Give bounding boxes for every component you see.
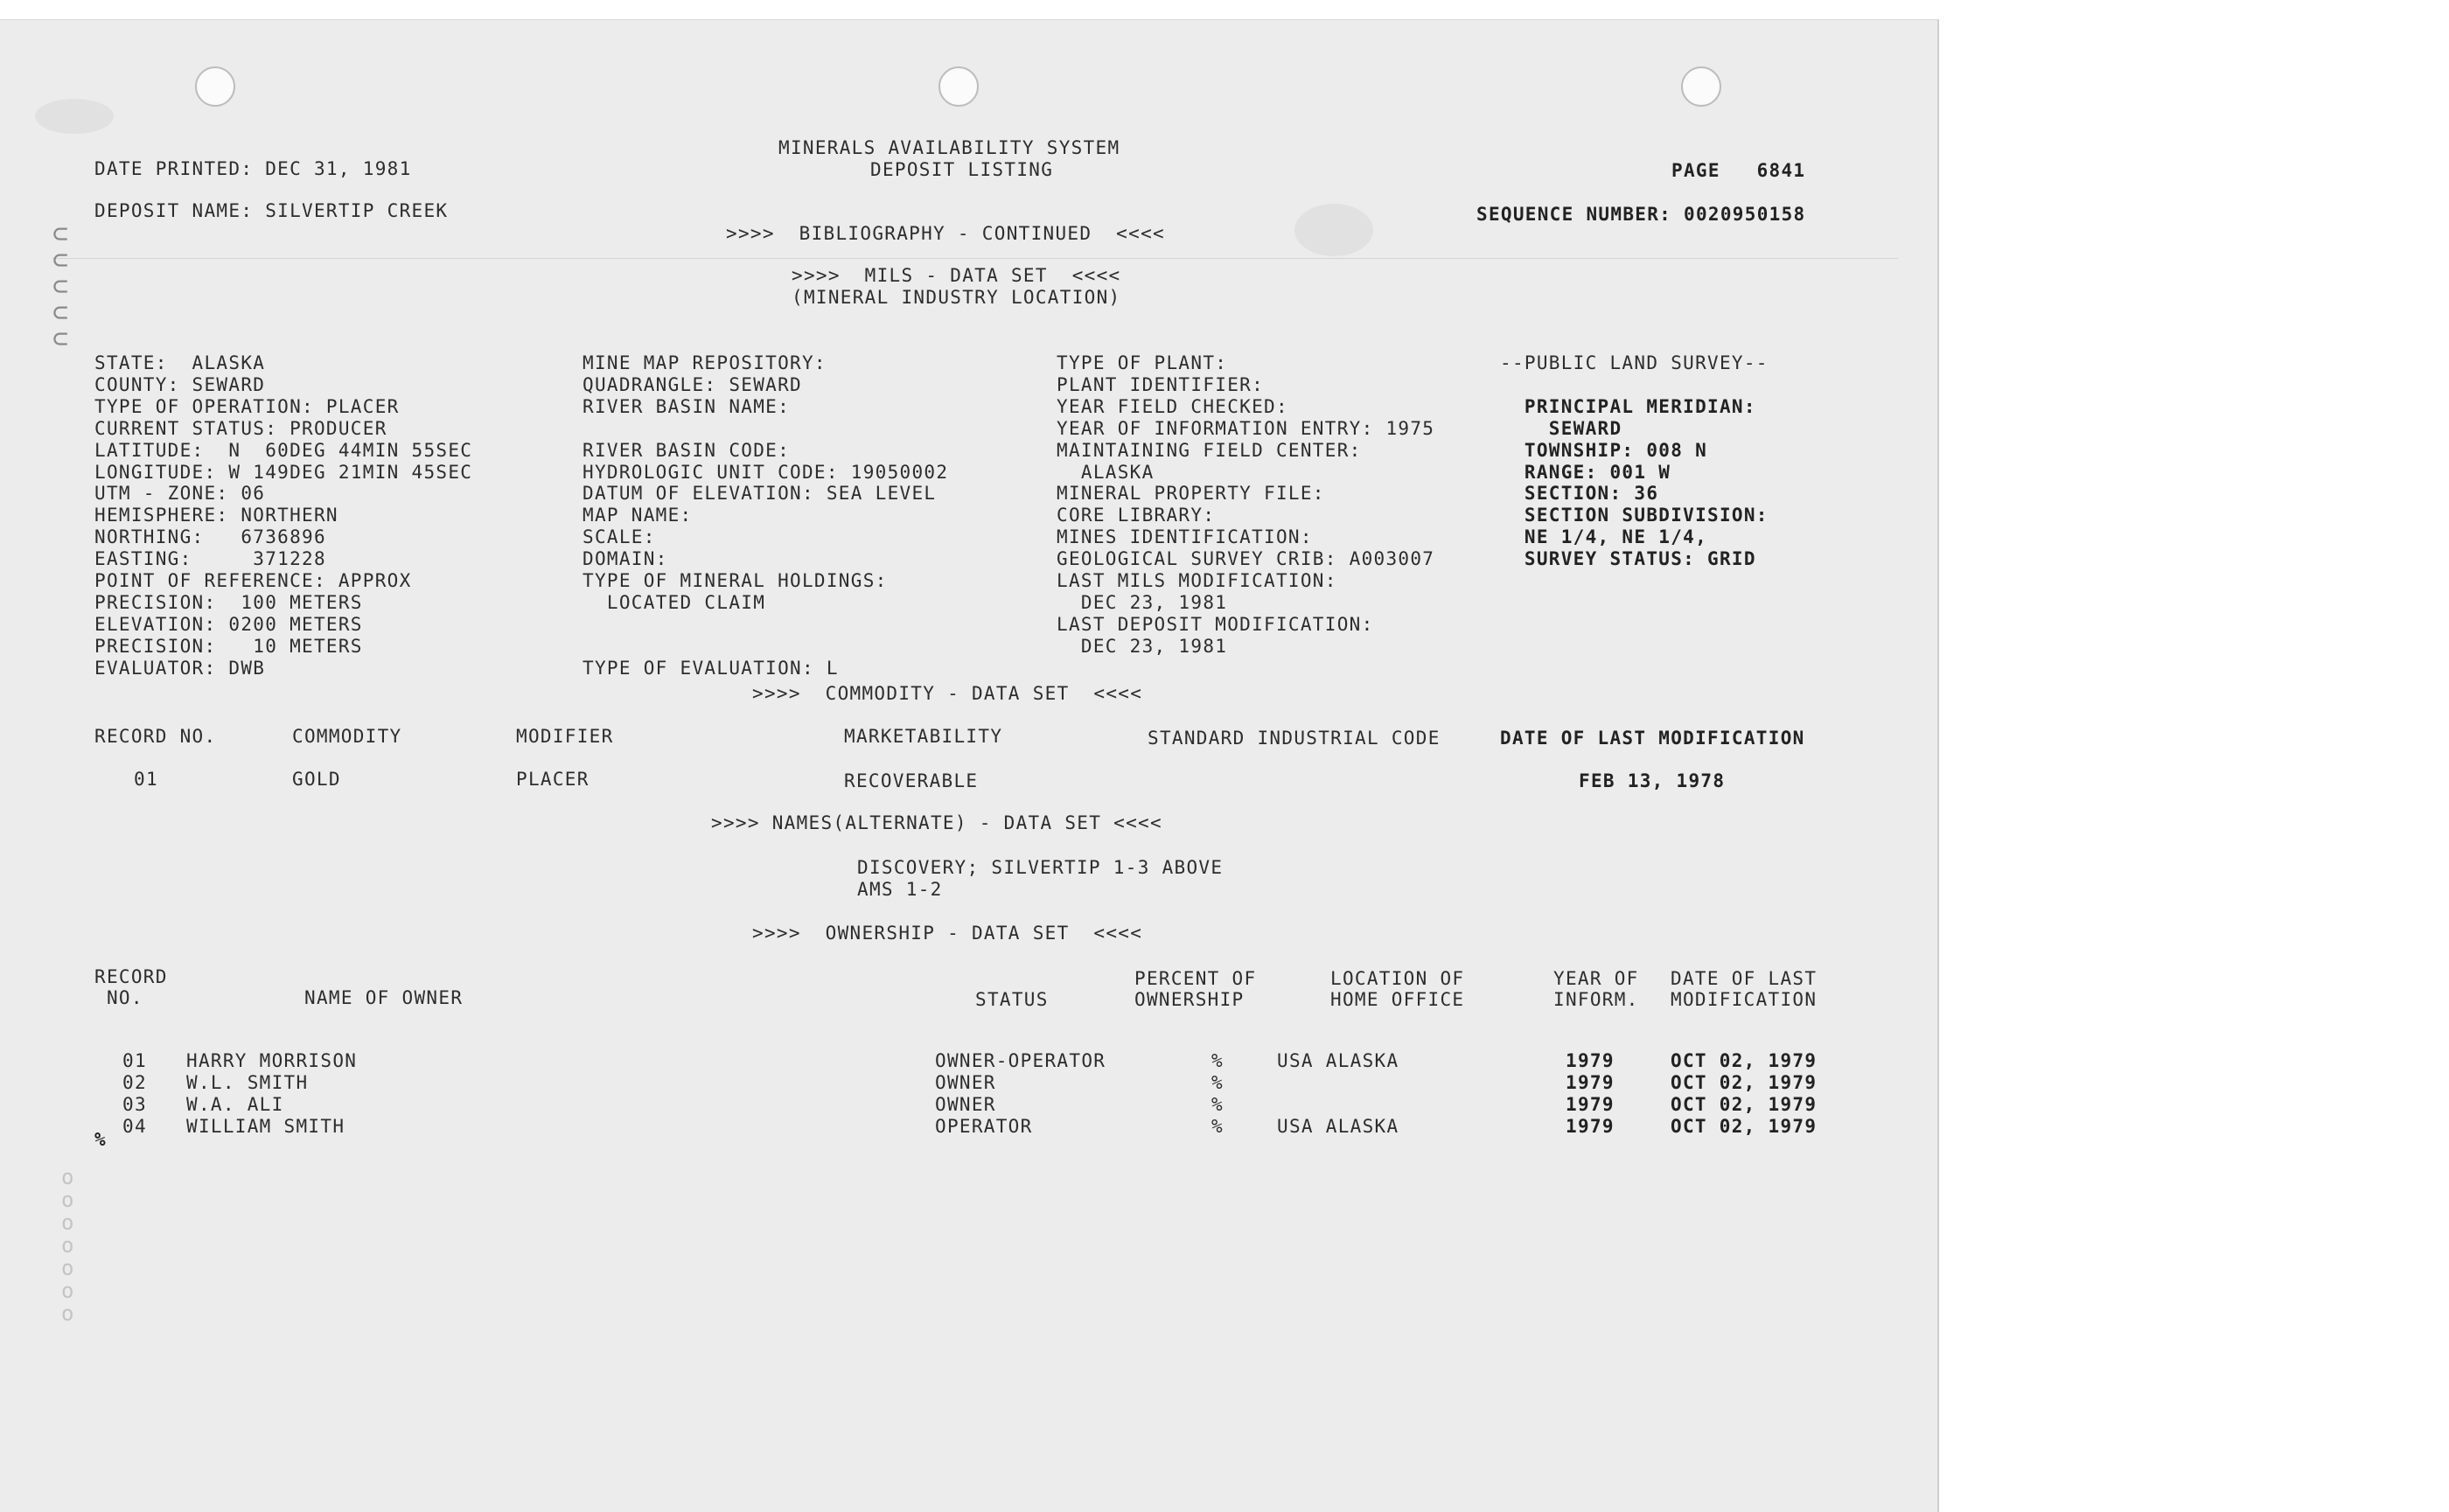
commodity-name: GOLD [292, 769, 341, 790]
mils-field: TYPE OF EVALUATION: L [583, 657, 839, 679]
mils-field: RIVER BASIN NAME: [583, 395, 791, 417]
owner-status: OWNER [935, 1072, 996, 1093]
owner-record: 03 [122, 1094, 147, 1115]
owner-percent: % [1211, 1116, 1224, 1137]
mils-field: PRECISION: 10 METERS [94, 635, 363, 657]
mils-field: POINT OF REFERENCE: APPROX [94, 570, 412, 591]
alternate-name-line-1: DISCOVERY; SILVERTIP 1-3 ABOVE [857, 857, 1224, 878]
commodity-date: FEB 13, 1978 [1579, 770, 1726, 791]
owner-percent: % [1211, 1094, 1224, 1115]
commodity-header-sic: STANDARD INDUSTRIAL CODE [1148, 728, 1441, 749]
fold-line [52, 258, 1898, 259]
ownership-header-record: NO. [94, 987, 143, 1008]
owner-name: WILLIAM SMITH [186, 1116, 345, 1137]
mils-field: PRINCIPAL MERIDIAN: [1500, 395, 1756, 417]
commodity-header-modifier: MODIFIER [516, 726, 614, 747]
ownership-header-status: STATUS [975, 989, 1049, 1010]
mils-field: QUADRANGLE: SEWARD [583, 373, 802, 395]
mils-field: LAST MILS MODIFICATION: [1057, 570, 1337, 591]
ownership-header-date: MODIFICATION [1671, 989, 1818, 1010]
ownership-header-name: NAME OF OWNER [304, 987, 464, 1008]
mils-field: YEAR FIELD CHECKED: [1057, 395, 1288, 417]
mils-field: HEMISPHERE: NORTHERN [94, 505, 338, 526]
commodity-modifier: PLACER [516, 769, 590, 790]
bibliography-heading: >>>> BIBLIOGRAPHY - CONTINUED <<<< [726, 223, 1165, 244]
mils-field: LOCATED CLAIM [583, 591, 766, 613]
mils-field: --PUBLIC LAND SURVEY-- [1500, 352, 1769, 373]
owner-status: OWNER-OPERATOR [935, 1050, 1106, 1071]
commodity-header-marketability: MARKETABILITY [844, 726, 1003, 747]
mils-field: SURVEY STATUS: GRID [1500, 548, 1756, 570]
mils-field: DEC 23, 1981 [1057, 635, 1228, 657]
owner-name: W.L. SMITH [186, 1072, 309, 1093]
mils-field: ELEVATION: 0200 METERS [94, 613, 363, 635]
mils-field: TYPE OF PLANT: [1057, 352, 1228, 373]
mils-heading: >>>> MILS - DATA SET <<<< [792, 265, 1121, 286]
ownership-header-location: LOCATION OF [1330, 968, 1465, 989]
mils-field: ALASKA [1057, 461, 1155, 483]
paper-smudge [1294, 204, 1373, 256]
commodity-header-record: RECORD NO. [94, 726, 217, 747]
mils-field: UTM - ZONE: 06 [94, 483, 266, 505]
alternate-name-line-2: AMS 1-2 [857, 879, 943, 900]
ownership-header-record: RECORD [94, 966, 168, 987]
mils-field: COUNTY: SEWARD [94, 373, 266, 395]
mils-field: RANGE: 001 W [1500, 461, 1671, 483]
commodity-heading: >>>> COMMODITY - DATA SET <<<< [752, 683, 1143, 704]
paper-smudge [35, 99, 114, 134]
owner-year: 1979 [1566, 1050, 1615, 1071]
mils-field: SECTION SUBDIVISION: [1500, 505, 1769, 526]
ownership-header-date: DATE OF LAST [1671, 968, 1818, 989]
mils-field: EASTING: 371228 [94, 548, 326, 570]
ownership-header-year: INFORM. [1553, 989, 1639, 1010]
sequence-number: SEQUENCE NUMBER: 0020950158 [1476, 204, 1806, 225]
mils-field: DATUM OF ELEVATION: SEA LEVEL [583, 483, 937, 505]
mils-field: SCALE: [583, 526, 656, 548]
ownership-header-percent: PERCENT OF [1134, 968, 1257, 989]
mils-field: NE 1/4, NE 1/4, [1500, 526, 1708, 548]
page-number: PAGE 6841 [1671, 160, 1806, 181]
owner-year: 1979 [1566, 1094, 1615, 1115]
owner-date: OCT 02, 1979 [1671, 1072, 1818, 1093]
mils-field: CURRENT STATUS: PRODUCER [94, 417, 387, 439]
mils-field: RIVER BASIN CODE: [583, 439, 791, 461]
binder-hole-left [195, 66, 235, 107]
mils-field: TYPE OF OPERATION: PLACER [94, 395, 400, 417]
owner-date: OCT 02, 1979 [1671, 1116, 1818, 1137]
mils-field: DOMAIN: [583, 548, 668, 570]
mils-field: MINERAL PROPERTY FILE: [1057, 483, 1325, 505]
names-heading: >>>> NAMES(ALTERNATE) - DATA SET <<<< [711, 812, 1162, 833]
film-frame-mark-faint: o o o o o o o [61, 1165, 74, 1326]
deposit-name: DEPOSIT NAME: SILVERTIP CREEK [94, 200, 449, 221]
owner-percent: % [1211, 1050, 1224, 1071]
mils-field: MAINTAINING FIELD CENTER: [1057, 439, 1362, 461]
mils-field: TYPE OF MINERAL HOLDINGS: [583, 570, 888, 591]
ownership-header-percent: OWNERSHIP [1134, 989, 1245, 1010]
mils-field: MINES IDENTIFICATION: [1057, 526, 1313, 548]
owner-percent: % [1211, 1072, 1224, 1093]
owner-record: 02 [122, 1072, 147, 1093]
mils-subheading: (MINERAL INDUSTRY LOCATION) [792, 287, 1121, 308]
owner-record: 04 [122, 1116, 147, 1137]
mils-field: NORTHING: 6736896 [94, 526, 326, 548]
owner-status: OPERATOR [935, 1116, 1033, 1137]
ownership-heading: >>>> OWNERSHIP - DATA SET <<<< [752, 923, 1143, 944]
mils-field: GEOLOGICAL SURVEY CRIB: A003007 [1057, 548, 1435, 570]
mils-field: DEC 23, 1981 [1057, 591, 1228, 613]
system-title: MINERALS AVAILABILITY SYSTEM [778, 137, 1120, 158]
owner-date: OCT 02, 1979 [1671, 1050, 1818, 1071]
binder-hole-center [938, 66, 979, 107]
mils-field: EVALUATOR: DWB [94, 657, 266, 679]
mils-field: YEAR OF INFORMATION ENTRY: 1975 [1057, 417, 1435, 439]
film-frame-mark: ⊂ ⊂ ⊂ ⊂ ⊂ [52, 219, 69, 354]
mils-field: LAST DEPOSIT MODIFICATION: [1057, 613, 1374, 635]
owner-location: USA ALASKA [1277, 1050, 1399, 1071]
ownership-header-location: HOME OFFICE [1330, 989, 1465, 1010]
commodity-record-no: 01 [134, 769, 158, 790]
owner-record: 01 [122, 1050, 147, 1071]
mils-field: MAP NAME: [583, 505, 693, 526]
mils-field: HYDROLOGIC UNIT CODE: 19050002 [583, 461, 949, 483]
owner-year: 1979 [1566, 1116, 1615, 1137]
mils-field: PRECISION: 100 METERS [94, 591, 363, 613]
binder-hole-right [1681, 66, 1721, 107]
owner-name: HARRY MORRISON [186, 1050, 358, 1071]
mils-field: LONGITUDE: W 149DEG 21MIN 45SEC [94, 461, 473, 483]
mils-field: LATITUDE: N 60DEG 44MIN 55SEC [94, 439, 473, 461]
mils-field: MINE MAP REPOSITORY: [583, 352, 827, 373]
owner-name: W.A. ALI [186, 1094, 284, 1115]
owner-location: USA ALASKA [1277, 1116, 1399, 1137]
commodity-header-commodity: COMMODITY [292, 726, 402, 747]
mils-field: SECTION: 36 [1500, 483, 1659, 505]
ownership-header-year: YEAR OF [1553, 968, 1639, 989]
date-printed: DATE PRINTED: DEC 31, 1981 [94, 158, 412, 179]
owner-date: OCT 02, 1979 [1671, 1094, 1818, 1115]
owner-year: 1979 [1566, 1072, 1615, 1093]
mils-field: CORE LIBRARY: [1057, 505, 1216, 526]
mils-field: STATE: ALASKA [94, 352, 266, 373]
listing-title: DEPOSIT LISTING [870, 159, 1054, 180]
owner-status: OWNER [935, 1094, 996, 1115]
mils-field: SEWARD [1500, 417, 1622, 439]
end-of-record-mark: % [94, 1129, 107, 1150]
mils-field: PLANT IDENTIFIER: [1057, 373, 1265, 395]
mils-field: TOWNSHIP: 008 N [1500, 439, 1708, 461]
commodity-header-date: DATE OF LAST MODIFICATION [1500, 728, 1805, 749]
printout-page [0, 19, 1939, 1512]
commodity-marketability: RECOVERABLE [844, 770, 979, 791]
